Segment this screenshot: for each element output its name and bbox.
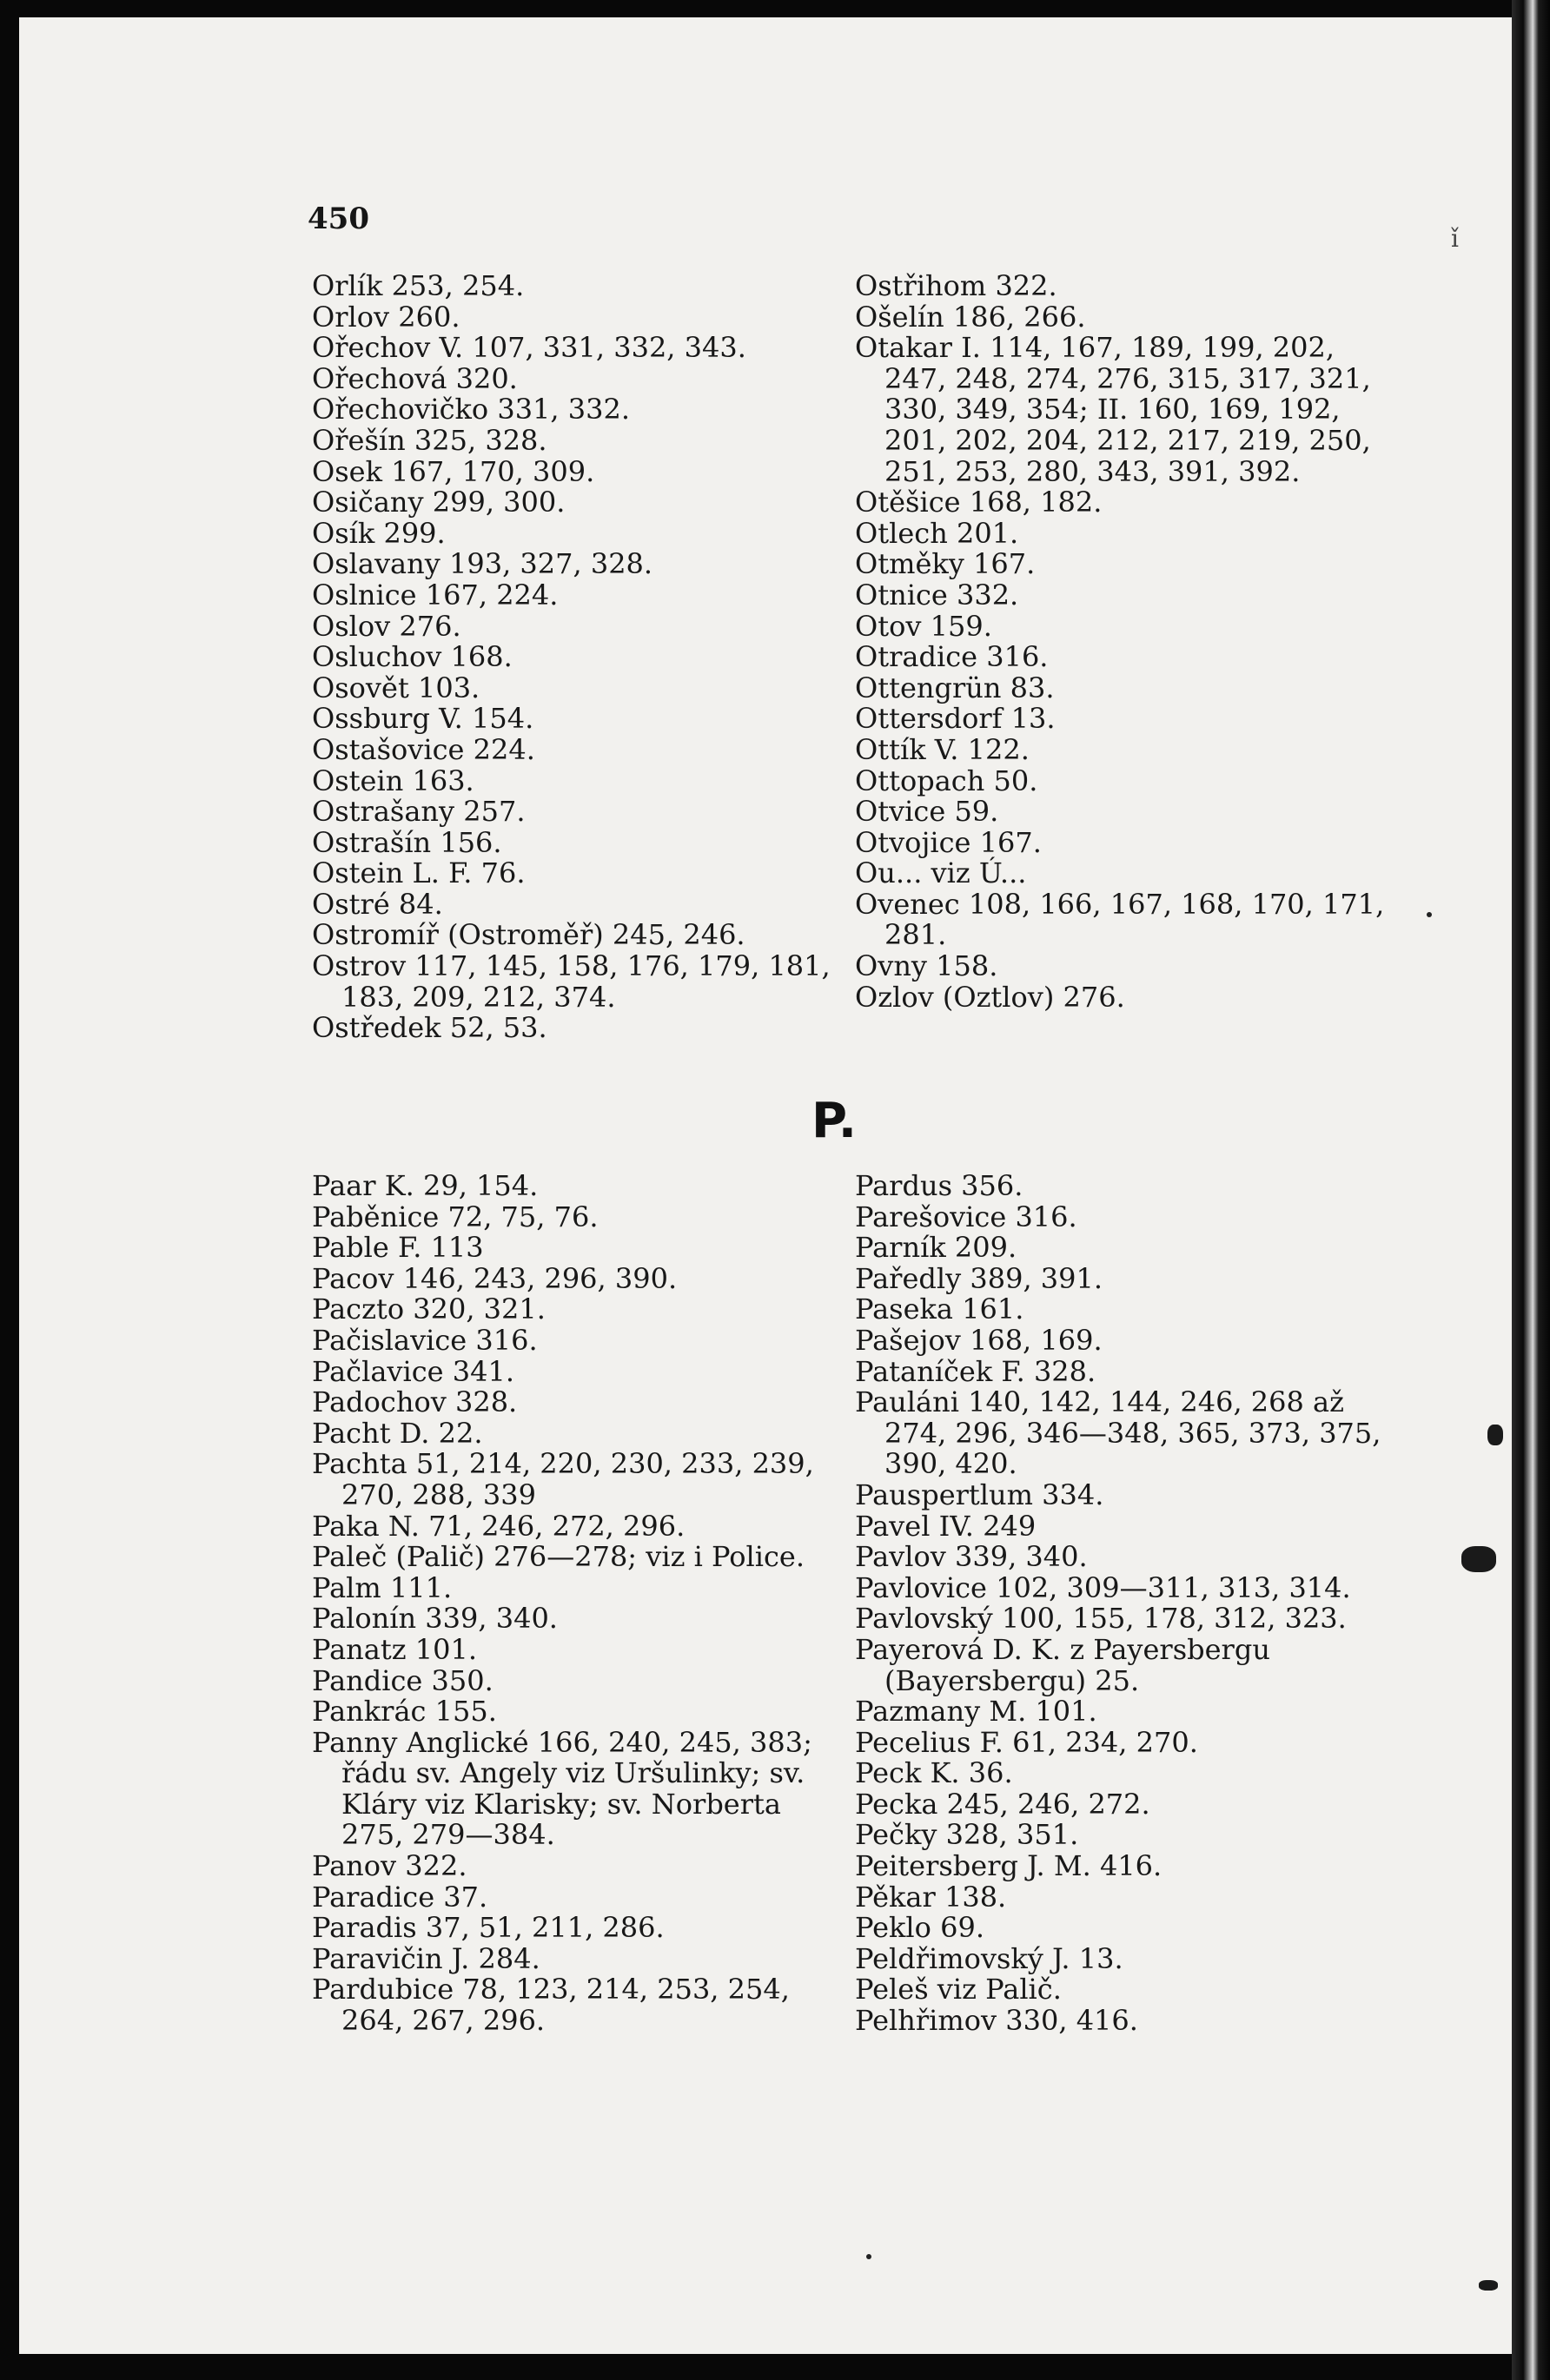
index-entry: Otradice 316.	[855, 640, 1049, 674]
index-entry: Pavlovice 102, 309—311, 313, 314.	[855, 1570, 1351, 1604]
index-entry: Ottengrün 83.	[855, 671, 1055, 704]
index-entry: Ossburg V. 154.	[312, 702, 534, 736]
index-entry: Ostrašín 156.	[312, 825, 502, 859]
index-entry: Paar K. 29, 154.	[312, 1169, 539, 1202]
index-entry: Peck K. 36.	[855, 1756, 1013, 1790]
index-entry: Pečky 328, 351.	[855, 1818, 1079, 1852]
index-entry: Pecelius F. 61, 234, 270.	[855, 1725, 1198, 1759]
index-entry: Ostein L. F. 76.	[312, 856, 526, 890]
index-entry: Peldřimovský J. 13.	[855, 1941, 1123, 1975]
index-entry: Ošelín 186, 266.	[855, 300, 1086, 334]
index-entry: Ovenec 108, 166, 167, 168, 170, 171, 281.	[855, 887, 1385, 952]
book-page	[19, 17, 1512, 2354]
index-entry: Paradice 37.	[312, 1880, 488, 1914]
index-column-bottom-left	[312, 1171, 833, 2037]
index-entry: Otvojice 167.	[855, 825, 1042, 859]
index-entry: Otměky 167.	[855, 547, 1036, 581]
margin-mark: ǐ	[1451, 224, 1459, 253]
index-entry: Orlík 253, 254.	[312, 269, 525, 302]
index-entry: Ovny 158.	[855, 949, 998, 983]
index-entry: Parešovice 316.	[855, 1200, 1077, 1233]
index-entry: Pavlovský 100, 155, 178, 312, 323.	[855, 1602, 1347, 1636]
ink-smudge	[1487, 1425, 1503, 1445]
index-entry: Ottík V. 122.	[855, 732, 1030, 766]
index-entry: Paravičin J. 284.	[312, 1941, 540, 1975]
page-number: 450	[308, 202, 369, 236]
index-entry: Pavlov 339, 340.	[855, 1540, 1088, 1574]
index-column-top-left	[312, 271, 833, 1044]
index-entry: Pazmany M. 101.	[855, 1695, 1097, 1729]
section-heading-letter: P.	[811, 1093, 858, 1149]
index-entry: Ostašovice 224.	[312, 732, 535, 766]
index-entry: Ostein 163.	[312, 764, 474, 797]
index-entry: Peitersberg J. M. 416.	[855, 1849, 1162, 1883]
index-entry: Paczto 320, 321.	[312, 1292, 546, 1326]
index-column-top-right	[855, 271, 1394, 1013]
index-entry: Ottersdorf 13.	[855, 702, 1056, 736]
index-entry: Panatz 101.	[312, 1632, 477, 1666]
index-entry: Otov 159.	[855, 609, 992, 643]
index-entry: Osluchov 168.	[312, 640, 513, 674]
index-entry: Peklo 69.	[855, 1911, 984, 1945]
index-entry: Ostrov 117, 145, 158, 176, 179, 181, 183, 209, 212, 374.	[312, 949, 831, 1014]
index-entry: Panny Anglické 166, 240, 245, 383; řádu sv. Angely viz Uršulinky; sv. Kláry viz Klarisky; sv. Norberta 275, 279—384.	[312, 1725, 812, 1852]
index-entry: Orlov 260.	[312, 300, 460, 334]
index-entry: Oslov 276.	[312, 609, 461, 643]
index-entry: Pacht D. 22.	[312, 1416, 483, 1450]
index-entry: Pašejov 168, 169.	[855, 1323, 1103, 1357]
index-entry: Osičany 299, 300.	[312, 486, 566, 519]
index-entry: Ostředek 52, 53.	[312, 1011, 547, 1045]
index-entry: Osek 167, 170, 309.	[312, 454, 595, 488]
index-entry: Payerová D. K. z Payersbergu (Bayersbergu) 25.	[855, 1632, 1270, 1697]
index-entry: Padochov 328.	[312, 1385, 518, 1419]
index-entry: Ořechov V. 107, 331, 332, 343.	[312, 331, 746, 365]
index-entry: Ou... viz Ú...	[855, 856, 1027, 890]
index-entry: Paleč (Palič) 276—278; viz i Police.	[312, 1540, 805, 1574]
index-entry: Pacov 146, 243, 296, 390.	[312, 1261, 678, 1295]
book-binding-edge	[1512, 0, 1550, 2380]
index-entry: Paběnice 72, 75, 76.	[312, 1200, 599, 1233]
index-entry: Pavel IV. 249	[855, 1509, 1037, 1543]
index-entry: Paředly 389, 391.	[855, 1261, 1103, 1295]
index-column-bottom-right	[855, 1171, 1394, 2037]
index-entry: Pěkar 138.	[855, 1880, 1007, 1914]
index-entry: Panov 322.	[312, 1849, 467, 1883]
index-entry: Pardubice 78, 123, 214, 253, 254, 264, 267, 296.	[312, 1973, 790, 2038]
index-entry: Osovět 103.	[312, 671, 480, 704]
index-entry: Pelhřimov 330, 416.	[855, 2004, 1138, 2038]
index-entry: Pataníček F. 328.	[855, 1354, 1096, 1388]
index-entry: Ostrašany 257.	[312, 795, 526, 829]
index-entry: Pačislavice 316.	[312, 1323, 538, 1357]
index-entry: Pačlavice 341.	[312, 1354, 514, 1388]
index-entry: Ořešín 325, 328.	[312, 423, 547, 457]
index-entry: Parník 209.	[855, 1231, 1017, 1265]
index-entry: Ořechová 320.	[312, 361, 518, 395]
index-entry: Paradis 37, 51, 211, 286.	[312, 1911, 665, 1945]
index-entry: Pardus 356.	[855, 1169, 1023, 1202]
index-entry: Ostré 84.	[312, 887, 443, 921]
index-entry: Ostřihom 322.	[855, 269, 1057, 302]
index-entry: Ozlov (Oztlov) 276.	[855, 980, 1125, 1014]
index-entry: Palonín 339, 340.	[312, 1602, 558, 1636]
index-entry: Peleš viz Palič.	[855, 1973, 1062, 2006]
index-entry: Otnice 332.	[855, 578, 1019, 612]
index-entry: Paseka 161.	[855, 1292, 1024, 1326]
index-entry: Ořechovičko 331, 332.	[312, 393, 630, 426]
index-entry: Otvice 59.	[855, 795, 999, 829]
index-entry: Oslnice 167, 224.	[312, 578, 559, 612]
index-entry: Otěšice 168, 182.	[855, 486, 1103, 519]
index-entry: Pauláni 140, 142, 144, 246, 268 až 274, 296, 346—348, 365, 373, 375, 390, 420.	[855, 1385, 1381, 1481]
index-entry: Ostromíř (Ostroměř) 245, 246.	[312, 918, 745, 952]
ink-smudge	[1461, 1546, 1496, 1572]
index-entry: Pachta 51, 214, 220, 230, 233, 239, 270, 288, 339	[312, 1447, 814, 1511]
index-entry: Pandice 350.	[312, 1663, 493, 1697]
index-entry: Pecka 245, 246, 272.	[855, 1787, 1150, 1821]
index-entry: Otakar I. 114, 167, 189, 199, 202, 247, 248, 274, 276, 315, 317, 321, 330, 349, 354; II. 160, 169, 192, 201, 202, 204, 212, 217, 219, 250, 251, 253, 280, 343, 391, 392.	[855, 331, 1371, 488]
index-entry: Pankrác 155.	[312, 1695, 497, 1729]
index-entry: Oslavany 193, 327, 328.	[312, 547, 653, 581]
speck-mark	[866, 2254, 871, 2259]
speck-mark	[1427, 912, 1432, 917]
index-entry: Paka N. 71, 246, 272, 296.	[312, 1509, 686, 1543]
index-entry: Pable F. 113	[312, 1231, 484, 1265]
index-entry: Pauspertlum 334.	[855, 1478, 1104, 1511]
index-entry: Ottopach 50.	[855, 764, 1038, 797]
ink-smudge	[1479, 2280, 1498, 2291]
index-entry: Osík 299.	[312, 516, 446, 550]
index-entry: Palm 111.	[312, 1570, 453, 1604]
index-entry: Otlech 201.	[855, 516, 1019, 550]
